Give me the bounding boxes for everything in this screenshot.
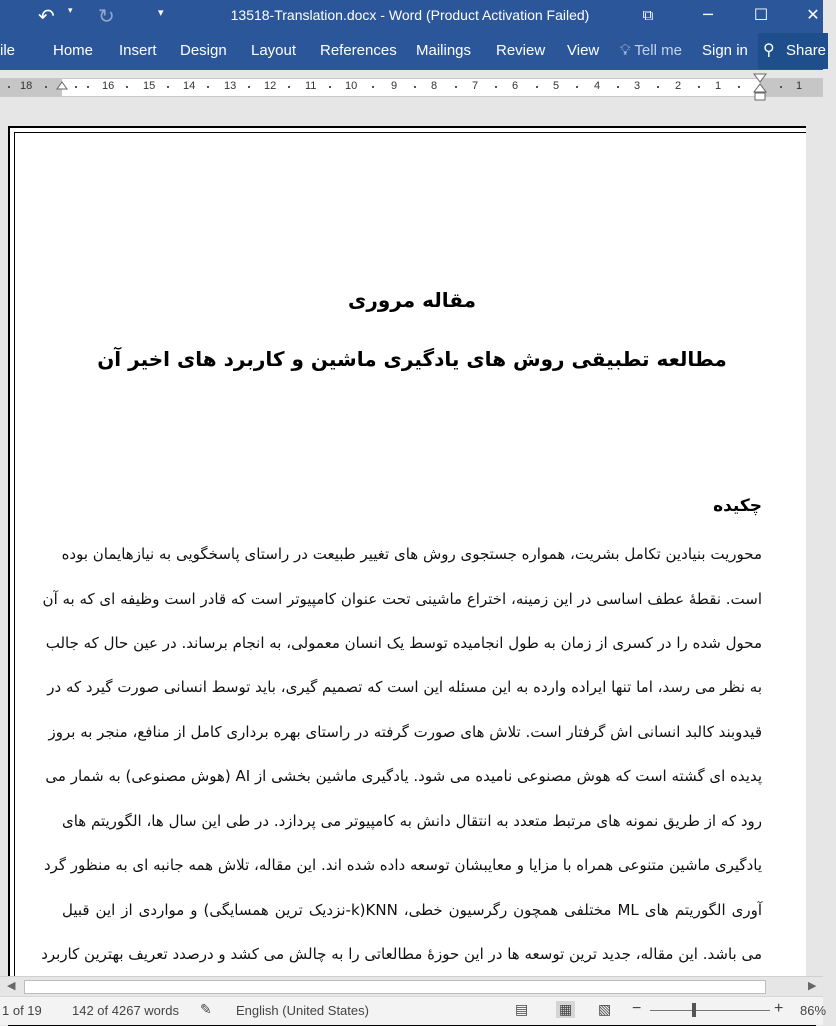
paragraph-line: قیدوبند کالبد انسانی اش گرفتار است. تلاش های صورت گرفته در راستای بهره برداری کامل از منافع، منجر به بروز <box>48 723 762 741</box>
zoom-in-button[interactable]: + <box>774 1000 784 1017</box>
paragraph-line: محول شده را در کسری از زمان به طول انجامیده توسط یک انسان معمولی، به انجام برساند. در عین حال که جالب <box>45 634 762 652</box>
ribbon-display-options-icon[interactable]: ⧉ <box>642 6 654 24</box>
paragraph-line: محوریت بنیادین تکامل بشریت، همواره جستجوی روش های تغییر طبیعت در راستای پاسخگویی به نیازهایمان بوده <box>61 545 762 563</box>
paragraph-line: می باشد. این مقاله، جدید ترین توسعه ها در این حوزهٔ مطالعاتی را به چالش می کشد و درصدد تعریف بهترین کاربرد <box>41 945 762 963</box>
ruler-number: 3 <box>634 80 641 92</box>
ruler-number: 5 <box>553 80 560 92</box>
ruler-tick <box>126 86 128 88</box>
ruler-tick <box>617 86 619 88</box>
language-indicator[interactable]: English (United States) <box>236 1003 369 1018</box>
ruler-tick <box>738 86 740 88</box>
title-bar <box>0 0 823 32</box>
horizontal-scrollbar[interactable] <box>0 976 823 997</box>
ruler-number: 4 <box>594 80 601 92</box>
ruler-tick <box>167 86 169 88</box>
ruler-number: 11 <box>305 80 317 92</box>
ruler-tick <box>87 86 89 88</box>
print-layout-icon[interactable]: ▦ <box>556 1001 575 1018</box>
ruler-number: 16 <box>102 80 115 92</box>
paragraph-line: است. نقطهٔ عطف اساسی در این زمینه، اختراع ماشینی تحت عنوان کامپیوتر است که قادر است وظیفه ای که به آن <box>42 590 762 608</box>
ruler-tick <box>780 86 782 88</box>
ruler-number: 6 <box>512 80 519 92</box>
zoom-slider-thumb[interactable] <box>692 1003 696 1017</box>
document-title: مقاله مروری <box>348 288 476 312</box>
share-label: Share <box>786 42 827 59</box>
read-mode-icon[interactable]: ▤ <box>515 1001 529 1017</box>
ruler-number: 12 <box>264 80 277 92</box>
scroll-left-icon[interactable]: ◀ <box>7 979 16 992</box>
tell-me-label: Tell me <box>634 42 682 59</box>
tab-file[interactable]: ile <box>0 42 16 59</box>
ruler-tick <box>536 86 538 88</box>
window-title: 13518-Translation.docx - Word (Product Activation Failed) <box>230 7 590 23</box>
sign-in-link[interactable]: Sign in <box>702 42 748 59</box>
ruler-number: 8 <box>431 80 438 92</box>
minimize-icon[interactable]: ─ <box>703 5 713 24</box>
tab-mailings[interactable]: Mailings <box>416 42 472 59</box>
ruler-number: 18 <box>20 80 33 92</box>
tab-home[interactable]: Home <box>53 42 94 59</box>
zoom-out-button[interactable]: − <box>632 1000 642 1017</box>
ruler-tick <box>8 86 10 88</box>
paragraph-line: یادگیری ماشین متنوعی همراه با مزایا و معایبشان توسعه داده شده اند. این مقاله، تلاش همه جانبه ای به منظور گرد <box>43 856 762 874</box>
page-count[interactable]: 1 of 19 <box>2 1003 42 1018</box>
paragraph-line: آوری الگوریتم های ML مختلفی همچون رگرسیون خطی، KNN(k-نزدیک ترین همسایگی) و مواردی از این قبیل <box>62 901 762 919</box>
ruler-tick <box>414 86 416 88</box>
zoom-slider-track[interactable] <box>650 1010 770 1011</box>
ruler-tick <box>657 86 659 88</box>
paragraph-line: به نظر می رسد، اما تنها ایراده وارده به این مسئله این است که تصمیم گیری، باید توسط انسانی صورت گیرد که در <box>47 678 762 696</box>
ruler-tick <box>288 86 290 88</box>
paragraph-line: رود که از طریق نمونه های مرتبط متعدد به انتقال دانش به کامپیوتر می پردازد. در طی این سال ها، الگوریتم های <box>62 812 762 830</box>
customize-qat-icon[interactable]: ▾ <box>158 6 164 19</box>
document-subtitle: مطالعه تطبیقی روش های یادگیری ماشین و کاربرد های اخیر آن <box>97 347 727 371</box>
ruler-number: 9 <box>391 80 398 92</box>
ruler-number: 2 <box>675 80 682 92</box>
ruler-number: 14 <box>183 80 196 92</box>
tab-insert[interactable]: Insert <box>119 42 157 59</box>
word-count[interactable]: 142 of 4267 words <box>72 1003 179 1018</box>
tab-layout[interactable]: Layout <box>251 42 297 59</box>
ruler-tick <box>75 86 77 88</box>
tab-design[interactable]: Design <box>180 42 227 59</box>
web-layout-icon[interactable]: ▧ <box>598 1001 612 1017</box>
redo-icon[interactable]: ↻ <box>98 4 115 28</box>
right-indent-marker[interactable] <box>754 74 764 100</box>
ruler-tick <box>207 86 209 88</box>
ruler-number: 1 <box>796 80 803 92</box>
ruler-tick <box>455 86 457 88</box>
tab-review[interactable]: Review <box>496 42 546 59</box>
share-button[interactable] <box>758 33 828 69</box>
person-icon: ⚲ <box>763 40 775 59</box>
ruler-number: 7 <box>472 80 479 92</box>
ruler-tick <box>248 86 250 88</box>
undo-icon[interactable]: ↶ <box>38 4 55 28</box>
proofing-icon[interactable]: ✎ <box>200 1001 212 1017</box>
ruler-tick <box>372 86 374 88</box>
zoom-level[interactable]: 86% <box>800 1003 827 1018</box>
page-border <box>14 132 810 1024</box>
ruler-number: 15 <box>143 80 156 92</box>
scroll-right-icon[interactable]: ▶ <box>808 979 817 992</box>
maximize-icon[interactable]: ☐ <box>753 5 769 24</box>
document-page[interactable] <box>8 126 816 1026</box>
ribbon-tabs <box>0 32 823 70</box>
horizontal-ruler[interactable] <box>0 78 823 97</box>
horizontal-scroll-thumb[interactable] <box>24 980 766 994</box>
close-icon[interactable]: ✕ <box>806 5 820 24</box>
ruler-tick <box>576 86 578 88</box>
ruler-number: 10 <box>345 80 358 92</box>
ruler-tick <box>45 86 47 88</box>
ruler-tick <box>329 86 331 88</box>
ruler-area <box>0 70 823 104</box>
tell-me-box[interactable] <box>620 42 682 59</box>
tab-references[interactable]: References <box>320 42 397 59</box>
abstract-heading: چکیده <box>713 496 762 516</box>
lightbulb-icon: 💡︎ <box>620 42 631 59</box>
document-area[interactable] <box>0 104 823 976</box>
ruler-number: 13 <box>224 80 237 92</box>
ruler-right-margin <box>760 79 823 96</box>
tab-view[interactable]: View <box>567 42 600 59</box>
undo-dropdown-icon[interactable]: ▾ <box>68 6 73 16</box>
ruler-number: 1 <box>715 80 722 92</box>
ruler-tick <box>698 86 700 88</box>
ruler-tick <box>495 86 497 88</box>
status-bar <box>0 996 827 1025</box>
vertical-scrollbar[interactable] <box>806 104 823 976</box>
paragraph-line: پدیده ای گشته است که هوش مصنوعی نامیده می شود. یادگیری ماشین بخشی از AI (هوش مصنوعی) به شمار می <box>45 767 762 785</box>
